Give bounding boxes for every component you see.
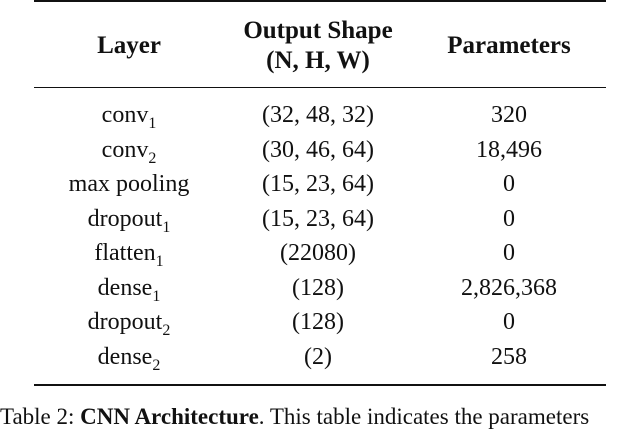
cell-layer bbox=[34, 305, 224, 340]
header-output-shape bbox=[224, 1, 412, 88]
layer-subscript: 2 bbox=[162, 322, 171, 339]
table-row bbox=[34, 133, 606, 168]
table-caption bbox=[0, 404, 640, 430]
layer-name: max pooling bbox=[68, 171, 190, 197]
cell-parameters: 18,496 bbox=[476, 136, 542, 163]
table-row bbox=[34, 305, 606, 340]
layer-subscript: 2 bbox=[148, 149, 157, 167]
table-row bbox=[34, 88, 606, 133]
layer-name: dropout bbox=[87, 309, 163, 335]
layer-subscript: 1 bbox=[162, 218, 171, 236]
header-layer: Layer bbox=[34, 1, 224, 88]
layer-name: dropout bbox=[87, 205, 163, 232]
cell-parameters: 2,826,368 bbox=[461, 274, 557, 301]
layer-name: conv bbox=[101, 136, 149, 163]
layer-subscript: 1 bbox=[155, 253, 164, 270]
table-row bbox=[34, 236, 606, 271]
header-output-shape-line1: Output Shape bbox=[243, 17, 393, 44]
cell-layer bbox=[34, 88, 224, 133]
cell-parameters: 0 bbox=[503, 171, 515, 197]
table-row bbox=[34, 167, 606, 202]
table-header bbox=[34, 1, 606, 88]
header-parameters: Parameters bbox=[412, 1, 606, 88]
layer-name: dense bbox=[97, 274, 153, 301]
cell-layer bbox=[34, 202, 224, 237]
layer-name: flatten bbox=[94, 240, 156, 266]
caption-bold-title: CNN Architecture bbox=[80, 404, 259, 429]
cell-layer bbox=[34, 340, 224, 386]
cell-layer bbox=[34, 133, 224, 168]
cell-output-shape: (15, 23, 64) bbox=[262, 171, 374, 197]
cell-output-shape: (15, 23, 64) bbox=[262, 205, 374, 232]
cell-output-shape: (30, 46, 64) bbox=[262, 136, 374, 163]
cell-output-shape: (22080) bbox=[280, 240, 356, 266]
cnn-architecture-table bbox=[34, 0, 606, 386]
cell-layer bbox=[34, 236, 224, 271]
caption-text: . This table indicates the parameters bbox=[258, 404, 590, 429]
cell-output-shape: (2) bbox=[304, 343, 332, 370]
table-row bbox=[34, 271, 606, 306]
cell-parameters: 0 bbox=[503, 309, 515, 335]
cell-output-shape: (128) bbox=[292, 274, 344, 301]
cell-output-shape: (32, 48, 32) bbox=[262, 102, 374, 128]
cell-parameters: 320 bbox=[491, 102, 527, 128]
cell-layer bbox=[34, 271, 224, 306]
cell-output-shape: (128) bbox=[292, 309, 344, 335]
layer-subscript: 1 bbox=[152, 287, 161, 305]
table-container bbox=[34, 0, 606, 386]
table-body bbox=[34, 88, 606, 386]
cell-parameters: 0 bbox=[503, 205, 515, 232]
cell-parameters: 258 bbox=[491, 343, 527, 370]
layer-name: dense bbox=[97, 343, 153, 370]
cell-layer bbox=[34, 167, 224, 202]
cell-parameters: 0 bbox=[503, 240, 515, 266]
table-row bbox=[34, 340, 606, 386]
caption-label: Table 2: bbox=[0, 404, 81, 429]
table-row bbox=[34, 202, 606, 237]
layer-name: conv bbox=[101, 102, 149, 128]
layer-subscript: 2 bbox=[152, 356, 161, 374]
header-row bbox=[34, 1, 606, 88]
layer-subscript: 1 bbox=[148, 115, 157, 132]
header-output-shape-line2: (N, H, W) bbox=[266, 47, 370, 74]
